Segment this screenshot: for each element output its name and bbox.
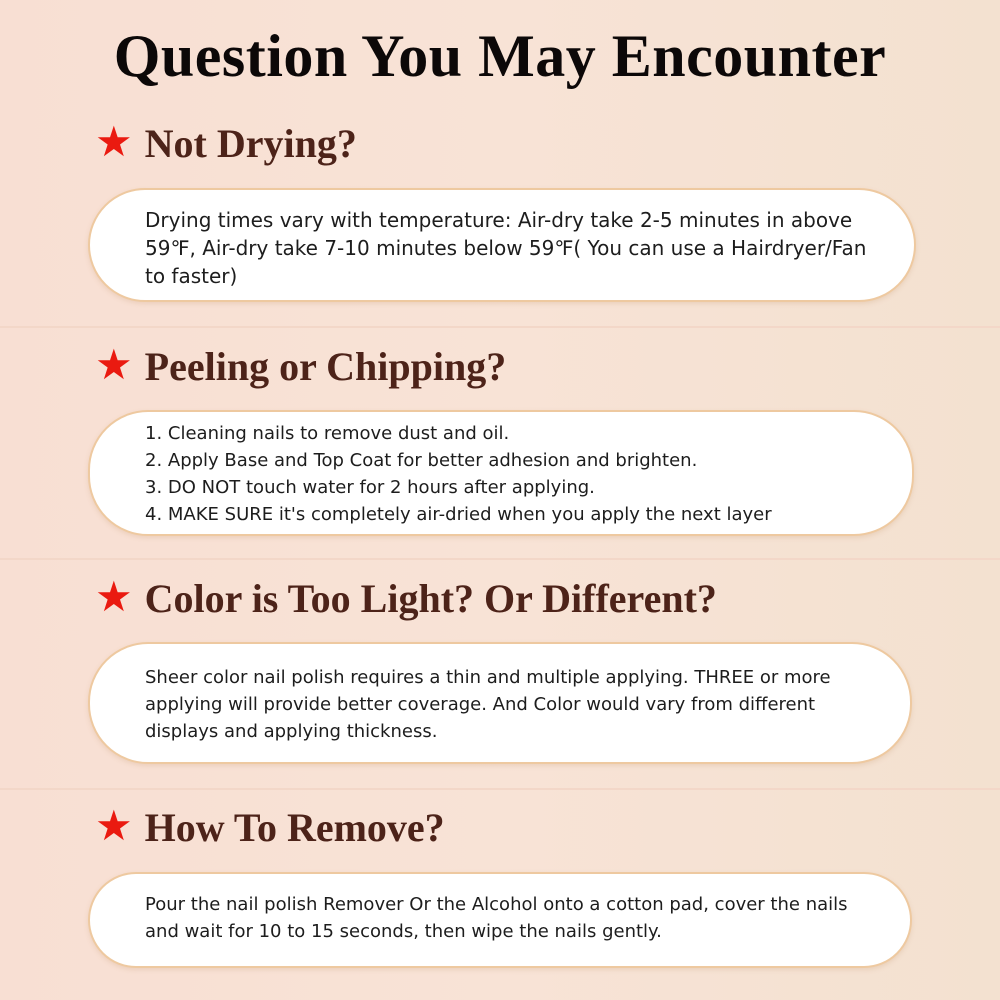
answer-card-color	[88, 642, 912, 764]
section-heading-label: How To Remove?	[144, 805, 445, 850]
star-icon: ★	[95, 571, 133, 621]
section-divider	[0, 788, 1000, 790]
answer-card-not-drying	[88, 188, 916, 302]
answer-list	[145, 420, 872, 528]
section-heading-label: Not Drying?	[144, 121, 357, 166]
list-item: 2. Apply Base and Top Coat for better adhesion and brighten.	[145, 450, 698, 471]
answer-text: Sheer color nail polish requires a thin and multiple applying. THREE or more applying will provide better coverage. And Color would vary from different displays and applying thickness.	[145, 667, 831, 742]
star-icon: ★	[95, 800, 133, 850]
list-item: 1. Cleaning nails to remove dust and oil.	[145, 423, 510, 444]
section-heading-remove	[95, 800, 445, 851]
section-heading-label: Color is Too Light? Or Different?	[144, 576, 717, 621]
list-item: 4. MAKE SURE it's completely air-dried when you apply the next layer	[145, 504, 772, 525]
section-heading-color	[95, 571, 717, 622]
answer-card-remove	[88, 872, 912, 968]
section-heading-peeling	[95, 339, 507, 390]
section-heading-not-drying	[95, 116, 357, 167]
answer-text: Pour the nail polish Remover Or the Alcohol onto a cotton pad, cover the nails and wait for 10 to 15 seconds, then wipe the nails gently.	[145, 894, 848, 942]
page-title: Question You May Encounter	[113, 23, 887, 89]
section-divider	[0, 558, 1000, 560]
star-icon: ★	[95, 116, 133, 166]
section-heading-label: Peeling or Chipping?	[144, 344, 507, 389]
section-divider	[0, 326, 1000, 328]
answer-card-peeling	[88, 410, 914, 536]
list-item: 3. DO NOT touch water for 2 hours after applying.	[145, 477, 595, 498]
answer-text: Drying times vary with temperature: Air-dry take 2-5 minutes in above 59℉, Air-dry take 7-10 minutes below 59℉( You can use a Hairdryer/Fan to faster)	[145, 208, 867, 288]
star-icon: ★	[95, 339, 133, 389]
